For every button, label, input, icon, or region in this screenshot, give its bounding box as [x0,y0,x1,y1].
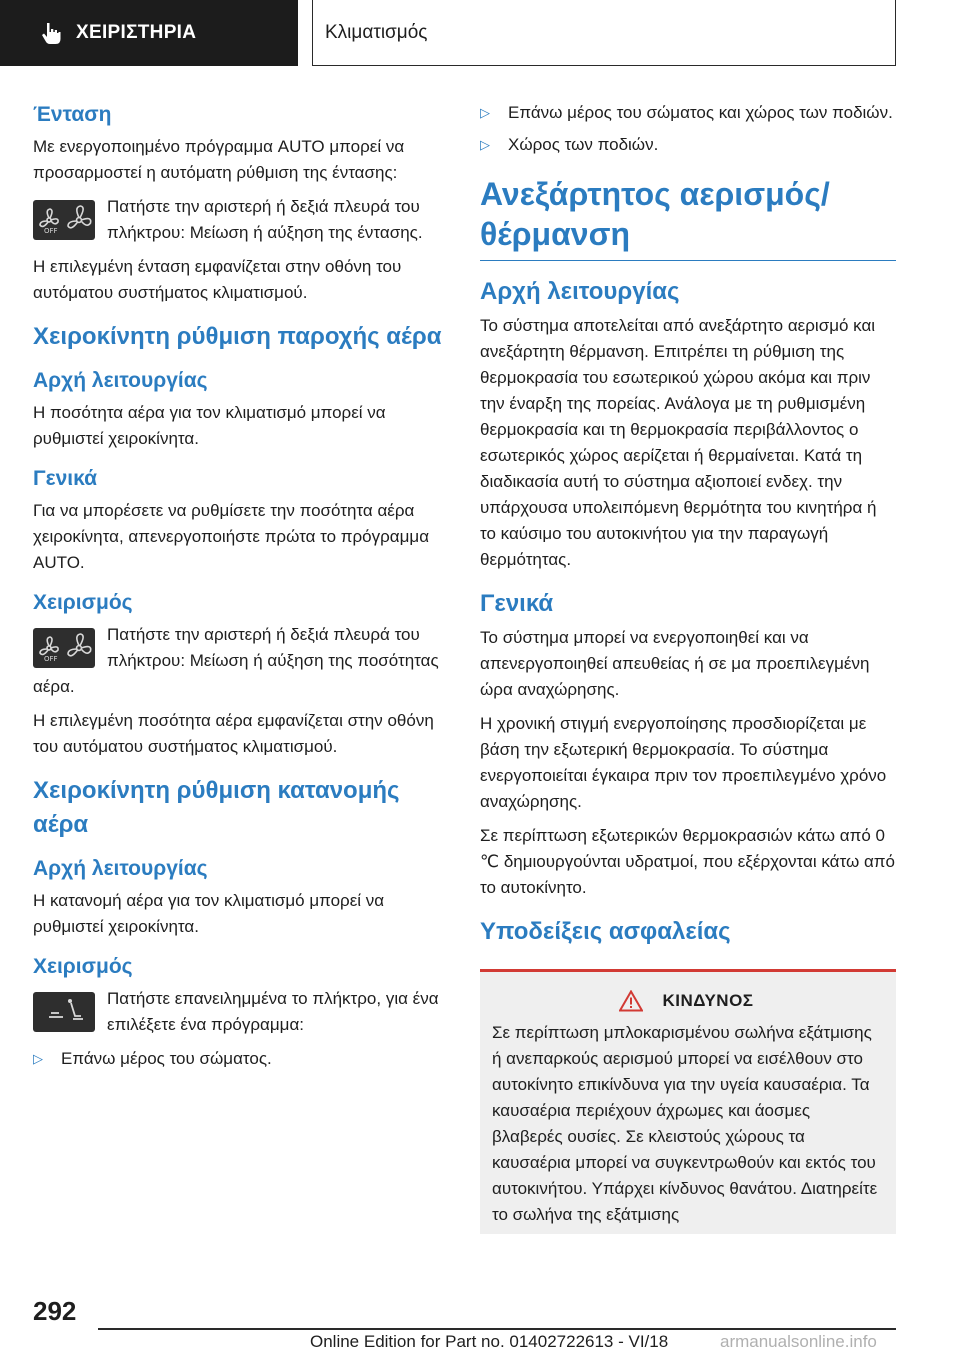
airflow-button-instruction [33,622,448,700]
distribution-button-instruction [33,986,448,1038]
air-distribution-button-image [33,992,95,1032]
list-item-text: Επάνω μέρος του σώματος. [61,1049,272,1068]
aux-general-paragraph-2: Η χρονική στιγμή ενεργοποίησης προσδιορίζεται με βάση την εξωτερική θερμοκρασία. Το σύστημα ενεργοποιείται έγκαιρα πριν τον προεπιλεγμένο χρόνο αναχώρησης. [480,714,887,811]
list-item [480,100,896,126]
list-item-text: Χώρος των ποδιών. [508,135,659,154]
warning-label: ΚΙΝΔΥΝΟΣ [662,991,754,1010]
warning-triangle-icon [619,990,643,1012]
safety-heading: Υποδείξεις ασφαλείας [480,918,731,945]
aux-ventilation-heading: Ανεξάρτητος αερισμός/θέρμανση [480,174,896,261]
list-item-text: Επάνω μέρος του σώματος και χώρος των ποδιών. [508,103,893,122]
airflow-paragraph-after: Η επιλεγμένη ποσότητα αέρα εμφανίζεται στην οθόνη του αυτόματου συστήματος κλιματισμού. [33,711,434,756]
fan-icon [33,200,95,240]
aux-principle-text: Το σύστημα αποτελείται από ανεξάρτητο αερισμό και ανεξάρτητη θέρμανση. Επιτρέπει τη ρύθμιση της θερμοκρασία του εσωτερικού χώρου ακόμα και πριν την έναρξη της πορείας. Ανάλογα με τη ρυθμισμένη θερμοκρασία και τη θερμοκρασία περιβάλλοντος ο εσωτερικός χώρος αερίζεται ή θερμαίνεται. Κατά τη διαδικασία αυτή το σύστημα αξιοποιεί ενδεχ. την υπάρχουσα υπολειπόμενη θερμότητα του κινητήρα ή το καύσιμο του αυτοκινήτου για την παραγωγή θερμότητας. [480,316,877,569]
intensity-button-instruction [33,194,448,246]
airflow-principle-heading: Αρχή λειτουργίας [33,369,208,392]
intensity-heading: Ένταση [33,103,112,126]
left-column [33,100,448,1078]
airflow-principle-text: Η ποσότητα αέρα για τον κλιματισμό μπορεί να ρυθμιστεί χειροκίνητα. [33,403,386,448]
aux-general-paragraph-1: Το σύστημα μπορεί να ενεργοποιηθεί και να απενεργοποιηθεί απευθείας ή σε μα προεπιλεγμένη ώρα αναχώρησης. [480,628,870,699]
warning-header [492,990,880,1012]
section-title: Κλιματισμός [312,0,896,66]
airflow-heading: Χειροκίνητη ρύθμιση παροχής αέρα [33,323,442,350]
danger-warning-box [480,969,896,1234]
triangle-bullet-icon: ▷ [33,1051,43,1066]
edition-text: Online Edition for Part no. 01402722613 - VI/18 [310,1332,669,1351]
airflow-general-heading: Γενικά [33,467,98,490]
intensity-paragraph-1: Με ενεργοποιημένο πρόγραμμα AUTO μπορεί να προσαρμοστεί η αυτόματη ρύθμιση της έντασης: [33,137,405,182]
footer-divider [98,1328,896,1330]
svg-text:OFF: OFF [44,227,58,235]
watermark-text: armanualsonline.info [720,1332,877,1351]
right-column [480,100,896,1234]
airflow-operation-heading: Χειρισμός [33,591,133,614]
aux-principle-heading: Αρχή λειτουργίας [480,278,680,305]
aux-general-heading: Γενικά [480,590,554,617]
page-header [0,0,960,66]
hand-pointer-icon [38,20,64,46]
fan-button-image [33,200,95,240]
distribution-principle-heading: Αρχή λειτουργίας [33,857,208,880]
controls-tab[interactable] [0,0,298,66]
controls-tab-label: ΧΕΙΡΙΣΤΗΡΙΑ [76,22,197,43]
svg-text:OFF: OFF [44,655,58,663]
page-number: 292 [33,1296,77,1326]
fan-button-image-2 [33,628,95,668]
distribution-principle-text: Η κατανομή αέρα για τον κλιματισμό μπορεί να ρυθμιστεί χειροκίνητα. [33,891,385,936]
distribution-heading: Χειροκίνητη ρύθμιση κατανομής αέρα [33,777,400,838]
list-item [33,1046,448,1072]
distribution-button-text: Πατήστε επανειλημμένα το πλήκτρο, για ένα επιλέξετε ένα πρόγραμμα: [107,989,439,1034]
seat-airflow-icon [33,992,95,1032]
fan-icon [33,628,95,668]
airflow-general-text: Για να μπορέσετε να ρυθμίσετε την ποσότητα αέρα χειροκίνητα, απενεργοποιήστε πρώτα το πρόγραμμα AUTO. [33,501,430,572]
triangle-bullet-icon: ▷ [480,137,490,152]
list-item [480,132,896,158]
triangle-bullet-icon: ▷ [480,105,490,120]
distribution-operation-heading: Χειρισμός [33,955,133,978]
airflow-button-text: Πατήστε την αριστερή ή δεξιά πλευρά του πλήκτρου: Μείωση ή αύξηση της ποσότητας αέρα. [33,625,439,696]
warning-text: Σε περίπτωση μπλοκαρισμένου σωλήνα εξάτμισης ή ανεπαρκούς αερισμού μπορεί να εισέλθουν στο αυτοκίνητο επικίνδυνα για την υγεία καυσαέρια. Τα καυσαέρια περιέχουν άχρωμες και άοσμες βλαβερές ουσίες. Σε κλειστούς χώρους τα καυσαέρια μπορεί να συγκεντρωθούν και εκτός του αυτοκινήτου. Υπάρχει κίνδυνος θανάτου. Διατηρείτε το σωλήνα της εξάτμισης [492,1023,878,1224]
intensity-paragraph-2: Η επιλεγμένη ένταση εμφανίζεται στην οθόνη του αυτόματου συστήματος κλιματισμού. [33,257,402,302]
aux-general-paragraph-3: Σε περίπτωση εξωτερικών θερμοκρασιών κάτω από 0 ℃ δημιουργούνται υδρατμοί, που εξέρχονται κάτω από το αυτοκίνητο. [480,826,895,897]
intensity-button-text: Πατήστε την αριστερή ή δεξιά πλευρά του πλήκτρου: Μείωση ή αύξηση της έντασης. [107,197,423,242]
